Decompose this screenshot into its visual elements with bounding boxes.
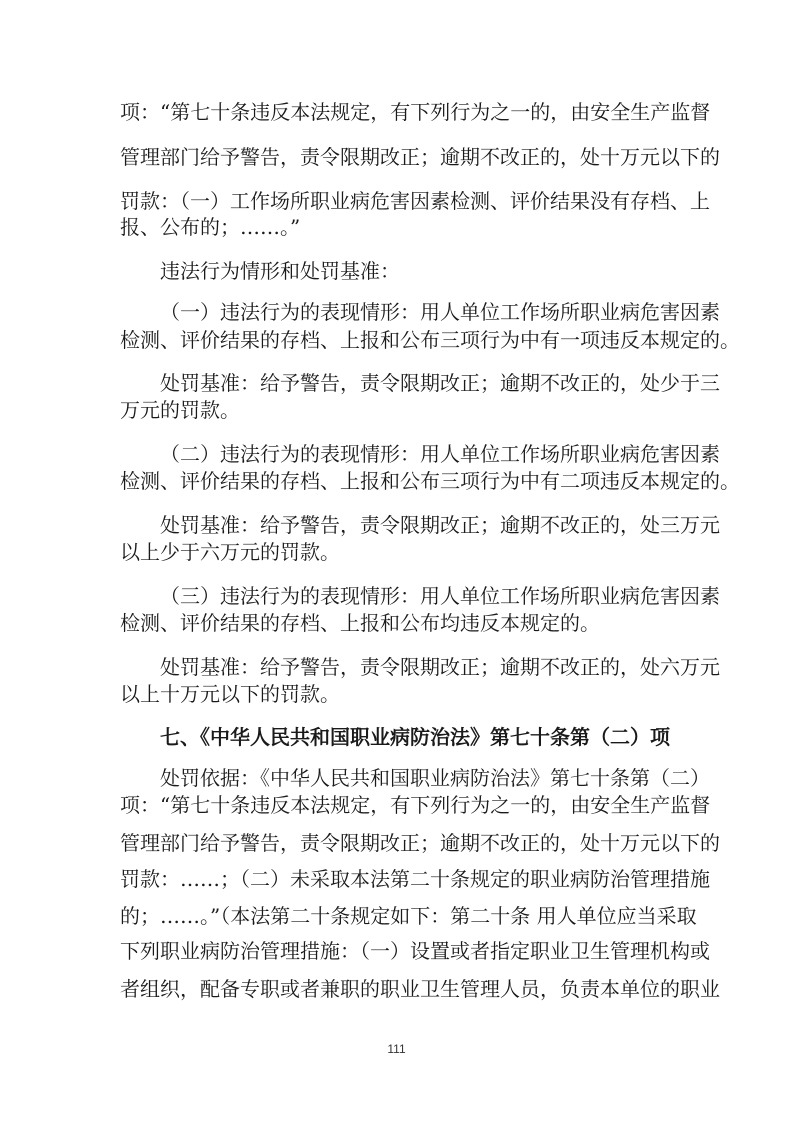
case-1-penalty: 万元的罚款。 [120, 398, 240, 422]
penalty-basis: 处罚依据：《中华人民共和国职业病防治法》第七十条第（二） [160, 766, 710, 790]
case-2-penalty: 处罚基准：给予警告，责令限期改正；逾期不改正的，处三万元 [160, 513, 720, 537]
body-line: 者组织，配备专职或者兼职的职业卫生管理人员，负责本单位的职业 [120, 977, 720, 1001]
body-line: 管理部门给予警告，责令限期改正；逾期不改正的，处十万元以下的 [120, 145, 720, 169]
case-3-description: 检测、评价结果的存档、上报和公布均违反本规定的。 [120, 611, 600, 635]
section-label: 违法行为情形和处罚基准： [160, 259, 400, 283]
body-line: 罚款：……；（二）未采取本法第二十条规定的职业病防治管理措施 [120, 867, 710, 891]
body-line: 下列职业病防治管理措施：（一）设置或者指定职业卫生管理机构或 [120, 939, 710, 963]
body-line: 管理部门给予警告，责令限期改正；逾期不改正的，处十万元以下的 [120, 831, 720, 855]
body-line: 的；……。”（本法第二十条规定如下：第二十条 用人单位应当采取 [120, 904, 697, 928]
case-3-penalty: 以上十万元以下的罚款。 [120, 682, 340, 706]
section-heading: 七、《中华人民共和国职业病防治法》第七十条第（二）项 [160, 725, 670, 749]
body-line: 罚款：（一）工作场所职业病危害因素检测、评价结果没有存档、上 [120, 189, 710, 213]
case-2-description: （二）违法行为的表现情形：用人单位工作场所职业病危害因素 [160, 442, 720, 466]
case-3-penalty: 处罚基准：给予警告，责令限期改正；逾期不改正的，处六万元 [160, 655, 720, 679]
case-3-description: （三）违法行为的表现情形：用人单位工作场所职业病危害因素 [160, 584, 720, 608]
case-1-description: （一）违法行为的表现情形：用人单位工作场所职业病危害因素 [160, 300, 720, 324]
case-1-description: 检测、评价结果的存档、上报和公布三项行为中有一项违反本规定的。 [120, 328, 740, 352]
body-line: 项：“第七十条违反本法规定，有下列行为之一的，由安全生产监督 [120, 100, 711, 124]
body-line: 报、公布的；……。” [120, 215, 301, 239]
case-2-penalty: 以上少于六万元的罚款。 [120, 540, 340, 564]
body-line: 项：“第七十条违反本法规定，有下列行为之一的，由安全生产监督 [120, 793, 711, 817]
page-number: 111 [387, 1042, 406, 1056]
case-1-penalty: 处罚基准：给予警告，责令限期改正；逾期不改正的，处少于三 [160, 371, 720, 395]
case-2-description: 检测、评价结果的存档、上报和公布三项行为中有二项违反本规定的。 [120, 469, 740, 493]
